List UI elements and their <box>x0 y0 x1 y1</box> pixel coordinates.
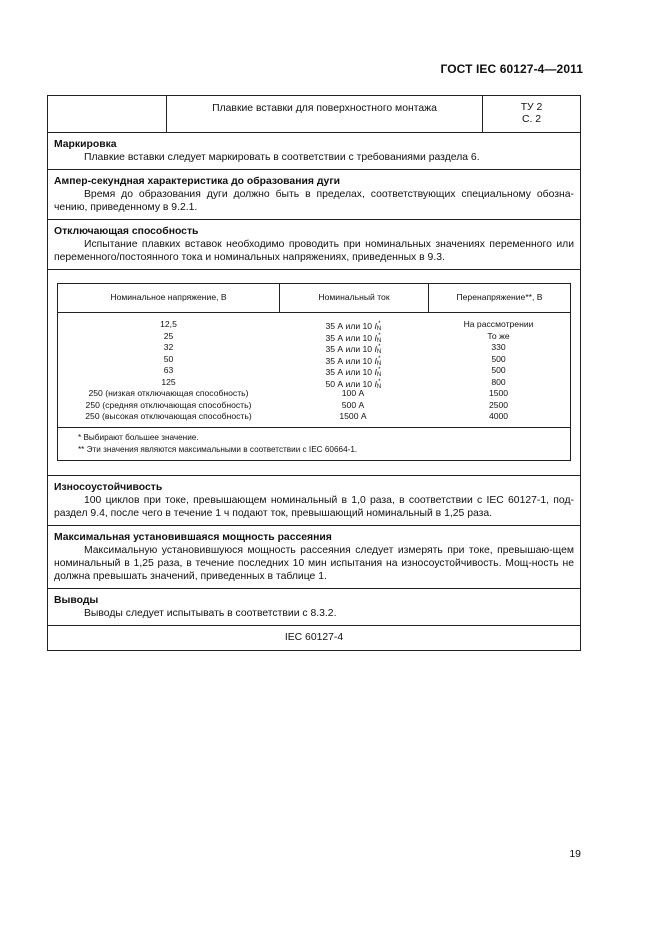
cell-voltage: 250 (низкая отключающая способность) <box>88 388 249 398</box>
cell-voltage: 250 (средняя отключающая способность) <box>85 399 252 410</box>
cell-voltage: 12,5 <box>160 319 177 329</box>
sheet-code-line1: ТУ 2 <box>520 102 543 113</box>
note-1: * Выбирают большее значение. <box>78 432 199 442</box>
section-i2t <box>48 170 580 220</box>
section-title: Маркировка <box>54 139 117 150</box>
cell-voltage: 25 <box>163 330 174 341</box>
section-marking <box>48 133 580 170</box>
section-title: Отключающая способность <box>54 226 199 237</box>
header-voltage: Номинальное напряжение, В <box>58 284 280 312</box>
voltage-column <box>58 319 279 423</box>
document-code: ГОСТ IEC 60127-4—2011 <box>440 62 583 76</box>
cell-overvoltage: 800 <box>491 376 506 387</box>
cell-voltage: 50 <box>163 353 174 364</box>
section-endurance <box>48 476 580 526</box>
section-text: Испытание плавких вставок необходимо проводить при номинальных значениях переменного или переменного/постоянного тока и номинальных напряжениях, приведенных в 9.3. <box>54 239 574 263</box>
cell-current: 35 А или 10 IN* <box>325 355 382 367</box>
cell-overvoltage: 500 <box>491 365 506 375</box>
section-text: Максимальную установившуюся мощность рассеяния следует измерять при токе, превышаю-щем номинальный в 1,25 раза, в течение последних 10 мин испытания на износоустойчивость. Мощ-ность не должна превышать значений, приведенных в таблице 1. <box>54 544 574 582</box>
sheet-code-line2: С. 2 <box>521 114 542 125</box>
cell-voltage: 250 (высокая отключающая способность) <box>85 411 252 421</box>
sheet-header-row <box>48 96 580 133</box>
spec-sheet <box>47 95 581 651</box>
cell-current: 1500 А <box>339 411 367 421</box>
table-notes <box>58 427 570 460</box>
cell-overvoltage: 330 <box>491 342 506 352</box>
section-title: Выводы <box>54 594 99 606</box>
cell-current: 35 А или 10 IN* <box>325 332 382 344</box>
current-column <box>279 319 427 423</box>
header-current: Номинальный ток <box>280 284 429 312</box>
cell-current: 100 А <box>341 388 365 398</box>
empty-cell <box>48 96 167 132</box>
section-text: Выводы следует испытывать в соответствии с 8.3.2. <box>84 607 337 619</box>
cell-current: 35 А или 10 IN* <box>325 321 382 332</box>
cell-voltage: 63 <box>163 365 174 375</box>
cell-current: 35 А или 10 IN* <box>325 367 382 378</box>
section-title: Максимальная установившаяся мощность рассеяния <box>54 531 332 543</box>
cell-overvoltage: То же <box>487 330 510 341</box>
table-body <box>58 313 570 427</box>
page-number: 19 <box>569 848 581 860</box>
cell-overvoltage: На рассмотрении <box>463 319 534 329</box>
section-text: 100 циклов при токе, превышающем номинальный в 1,0 раза, в соответствии с IEC 60127-1, под-раздел 9.4, после чего в течение 1 ч подают ток, превышающий номинальный в 1,25 раза. <box>54 494 574 519</box>
header-overvoltage: Перенапряжение**, В <box>456 292 543 303</box>
section-text: Плавкие вставки следует маркировать в соответствии с требованиями раздела 6. <box>84 152 480 163</box>
sheet-title: Плавкие вставки для поверхностного монтажа <box>167 96 483 132</box>
table-header-row <box>58 284 570 313</box>
table-section <box>48 270 580 476</box>
cell-current: 50 А или 10 IN* <box>325 378 382 390</box>
cell-overvoltage: 4000 <box>488 411 509 421</box>
ratings-table <box>57 283 571 461</box>
section-terminals <box>48 589 580 626</box>
cell-overvoltage: 500 <box>491 353 506 364</box>
section-title: Износоустойчивость <box>54 481 163 493</box>
cell-voltage: 32 <box>163 342 174 352</box>
section-text: Время до образования дуги должно быть в пределах, соответствующих специальному обозна-чению, приведенному в 9.2.1. <box>54 189 574 213</box>
note-2: ** Эти значения являются максимальными в соответствии с IEC 60664-1. <box>78 444 358 454</box>
cell-current: 500 А <box>341 399 365 410</box>
cell-voltage: 125 <box>161 376 176 387</box>
standard-reference: IEC 60127-4 <box>284 631 344 643</box>
section-breaking-capacity <box>48 220 580 270</box>
cell-overvoltage: 2500 <box>488 399 509 410</box>
overvoltage-column <box>427 319 570 423</box>
section-power-dissipation <box>48 526 580 589</box>
cell-current: 35 А или 10 IN* <box>325 344 382 355</box>
sheet-code <box>483 96 580 132</box>
section-title: Ампер-секундная характеристика до образования дуги <box>54 176 341 187</box>
cell-overvoltage: 1500 <box>488 388 509 398</box>
